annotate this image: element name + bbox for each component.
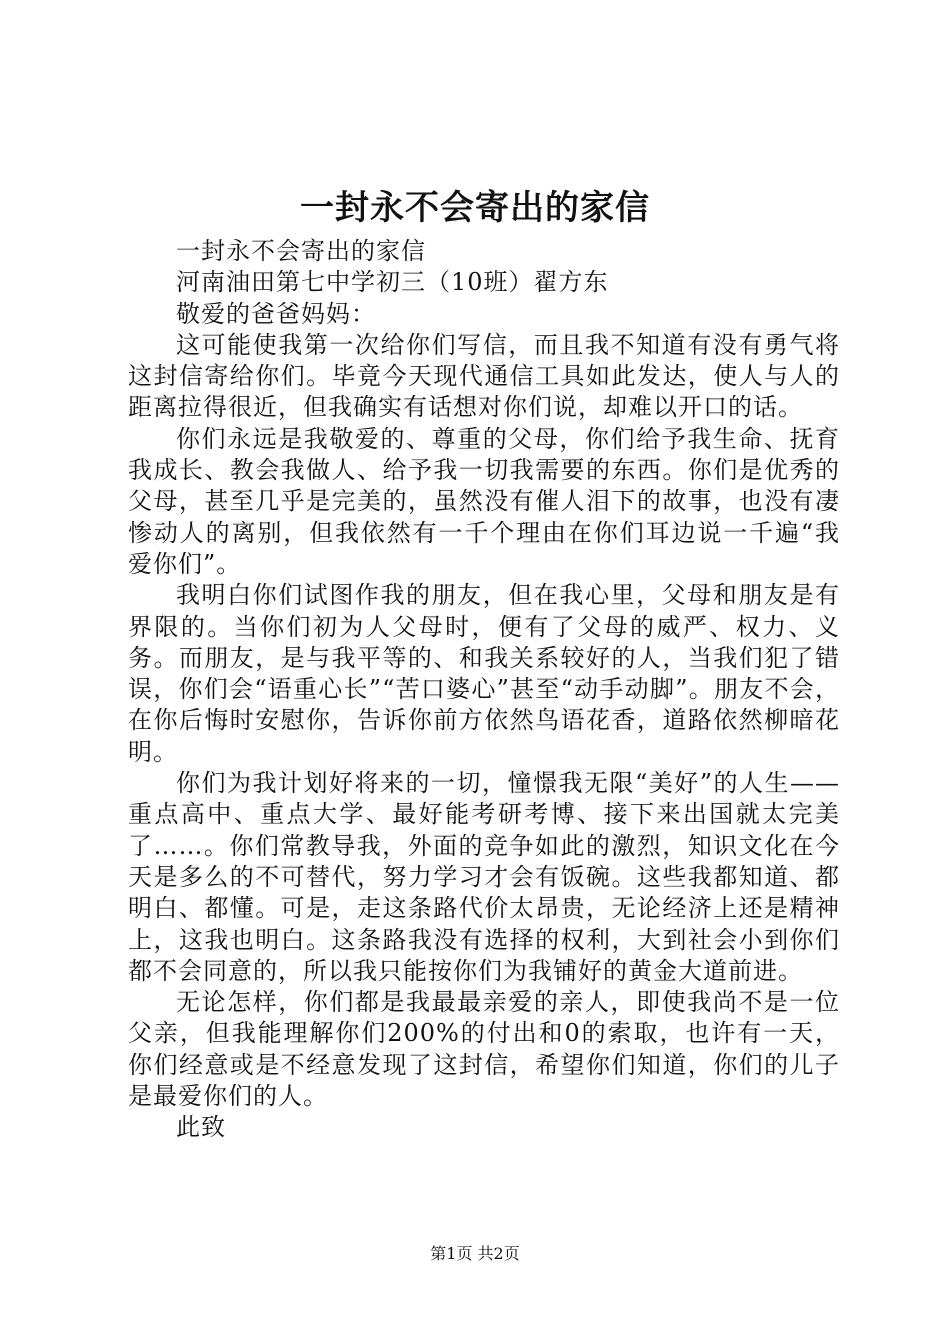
document-title: 一封永不会寄出的家信 [300, 188, 650, 228]
paragraph-author: 河南油田第七中学初三（10班）翟方东 [176, 268, 609, 297]
paragraph: 无论怎样，你们都是我最最亲爱的亲人，即使我尚不是一位父亲，但我能理解你们200%的付出和0的索取，也许有一天，你们经意或是不经意发现了这封信，希望你们知道，你们的儿子是最爱你们的人。 [128, 988, 840, 1111]
paragraph-closing: 此致 [176, 1113, 226, 1142]
document-body [128, 236, 840, 1144]
paragraph: 你们为我计划好将来的一切，憧憬我无限“美好”的人生——重点高中、重点大学、最好能考研考博、接下来出国就太完美了……。你们常教导我，外面的竞争如此的激烈，知识文化在今天是多么的不可替代，努力学习才会有饭碗。这些我都知道、都明白、都懂。可是，走这条路代价太昂贵，无论经济上还是精神上，这我也明白。这条路我没有选择的权利，大到社会小到你们都不会同意的，所以我只能按你们为我铺好的黄金大道前进。 [128, 769, 840, 985]
paragraph: 你们永远是我敬爱的、尊重的父母，你们给予我生命、抚育我成长、教会我做人、给予我一切我需要的东西。你们是优秀的父母，甚至几乎是完美的，虽然没有催人泪下的故事，也没有凄惨动人的离别，但我依然有一千个理由在你们耳边说一千遍“我爱你们”。 [128, 424, 840, 578]
page-number: 第1页 共2页 [430, 1244, 520, 1263]
paragraph: 我明白你们试图作我的朋友，但在我心里，父母和朋友是有界限的。当你们初为人父母时，便有了父母的威严、权力、义务。而朋友，是与我平等的、和我关系较好的人，当我们犯了错误，你们会“语重心长”“苦口婆心”甚至“动手动脚”。朋友不会，在你后悔时安慰你，告诉你前方依然鸟语花香，道路依然柳暗花明。 [128, 581, 840, 766]
paragraph-salutation: 敬爱的爸爸妈妈： [176, 299, 376, 328]
paragraph: 这可能使我第一次给你们写信，而且我不知道有没有勇气将这封信寄给你们。毕竟今天现代通信工具如此发达，使人与人的距离拉得很近，但我确实有话想对你们说，却难以开口的话。 [128, 330, 840, 422]
paragraph-subtitle: 一封永不会寄出的家信 [176, 237, 426, 265]
